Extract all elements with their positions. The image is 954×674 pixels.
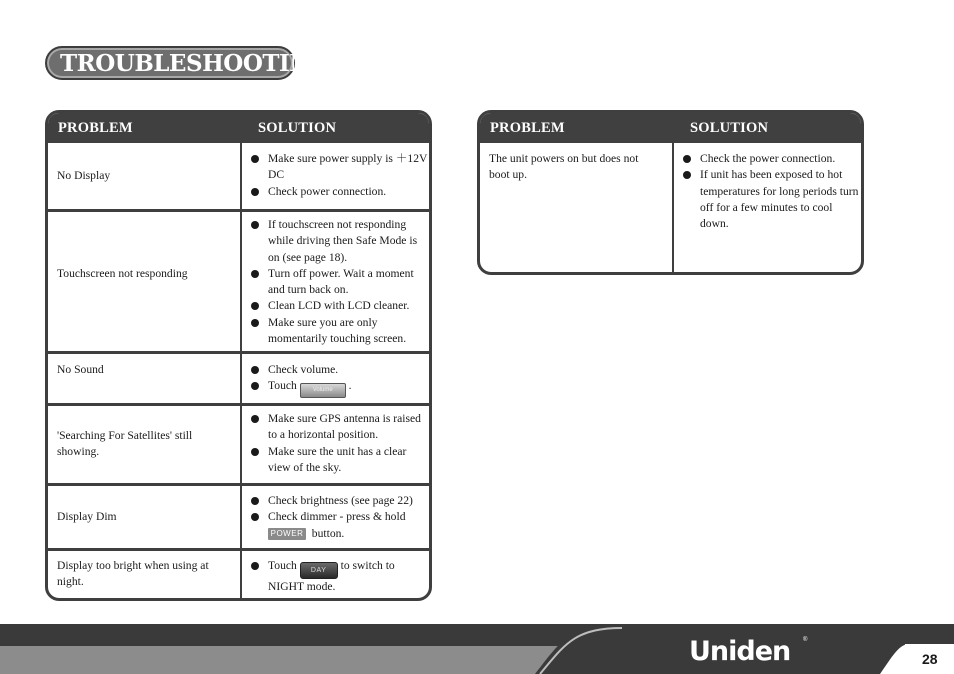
bullet-icon xyxy=(251,448,259,456)
list-item: Make sure the unit has a clear view of the sky. xyxy=(251,444,431,477)
list-item: Check the power connection. xyxy=(683,151,859,167)
bullet-icon xyxy=(251,513,259,521)
bullet-icon xyxy=(251,562,259,570)
list-item: Check brightness (see page 22) xyxy=(251,493,431,509)
bullet-icon xyxy=(251,497,259,505)
registered-mark: ® xyxy=(803,637,808,643)
power-button-image: POWER xyxy=(268,528,306,540)
list-item: Make sure GPS antenna is raised to a horizontal position. xyxy=(251,411,431,444)
bullet-icon xyxy=(251,319,259,327)
row-divider xyxy=(48,403,429,406)
header-solution: SOLUTION xyxy=(690,120,769,136)
bullet-icon xyxy=(683,171,691,179)
list-item: Make sure you are only momentarily touching screen. xyxy=(251,315,431,348)
bullet-icon xyxy=(251,382,259,390)
right-troubleshooting-table xyxy=(477,110,864,275)
table-row-solution xyxy=(251,217,431,347)
row-divider xyxy=(48,351,429,354)
bullet-icon xyxy=(251,366,259,374)
list-item: Touch DAY to switch to NIGHT mode. xyxy=(251,558,431,595)
table-header xyxy=(48,113,429,143)
table-row-problem: The unit powers on but does not boot up. xyxy=(489,152,639,182)
column-divider xyxy=(672,143,674,272)
list-item: Check volume. xyxy=(251,362,431,378)
page-title-pill xyxy=(45,46,329,80)
row-divider xyxy=(48,548,429,551)
bullet-icon xyxy=(251,188,259,196)
table-row-problem: No Display xyxy=(57,169,111,182)
list-item: Check dimmer - press & hold POWER button. xyxy=(251,509,431,542)
list-item: Make sure power supply is ＋12V DC xyxy=(251,151,431,184)
list-item: Turn off power. Wait a moment and turn back on. xyxy=(251,266,431,299)
footer-band xyxy=(0,622,954,674)
table-row-solution xyxy=(683,151,859,232)
table-row-problem: Display too bright when using at night. xyxy=(57,559,209,589)
header-problem: PROBLEM xyxy=(58,120,133,136)
bullet-icon xyxy=(251,221,259,229)
table-header xyxy=(480,113,861,143)
brand-logo: Uniden xyxy=(689,636,791,667)
table-row-solution xyxy=(251,493,431,542)
bullet-icon xyxy=(251,415,259,423)
list-item: If touchscreen not responding while driving then Safe Mode is on (see page 18). xyxy=(251,217,431,266)
left-troubleshooting-table xyxy=(45,110,432,601)
list-item: Clean LCD with LCD cleaner. xyxy=(251,298,431,314)
day-button-image: DAY xyxy=(300,562,338,579)
row-divider xyxy=(48,483,429,486)
list-item: Check power connection. xyxy=(251,184,431,200)
table-row-problem: 'Searching For Satellites' still showing. xyxy=(57,429,193,459)
page-number: 28 xyxy=(922,651,938,667)
volume-button-image: Volume xyxy=(300,383,346,398)
header-problem: PROBLEM xyxy=(490,120,565,136)
row-divider xyxy=(48,209,429,212)
bullet-icon xyxy=(251,302,259,310)
bullet-icon xyxy=(251,270,259,278)
table-row-problem: No Sound xyxy=(57,363,104,376)
bullet-icon xyxy=(683,155,691,163)
table-row-solution xyxy=(251,151,431,200)
list-item: If unit has been exposed to hot temperatures for long periods turn off for a few minutes to cool down. xyxy=(683,167,859,232)
header-solution: SOLUTION xyxy=(258,120,337,136)
list-item: Touch Volume . xyxy=(251,378,431,398)
table-row-solution xyxy=(251,362,431,398)
bullet-icon xyxy=(251,155,259,163)
table-row-solution xyxy=(251,411,431,476)
table-row-problem: Touchscreen not responding xyxy=(57,267,188,280)
table-row-problem: Display Dim xyxy=(57,510,117,523)
page-title: TROUBLESHOOTING xyxy=(60,50,329,77)
table-row-solution xyxy=(251,558,431,595)
